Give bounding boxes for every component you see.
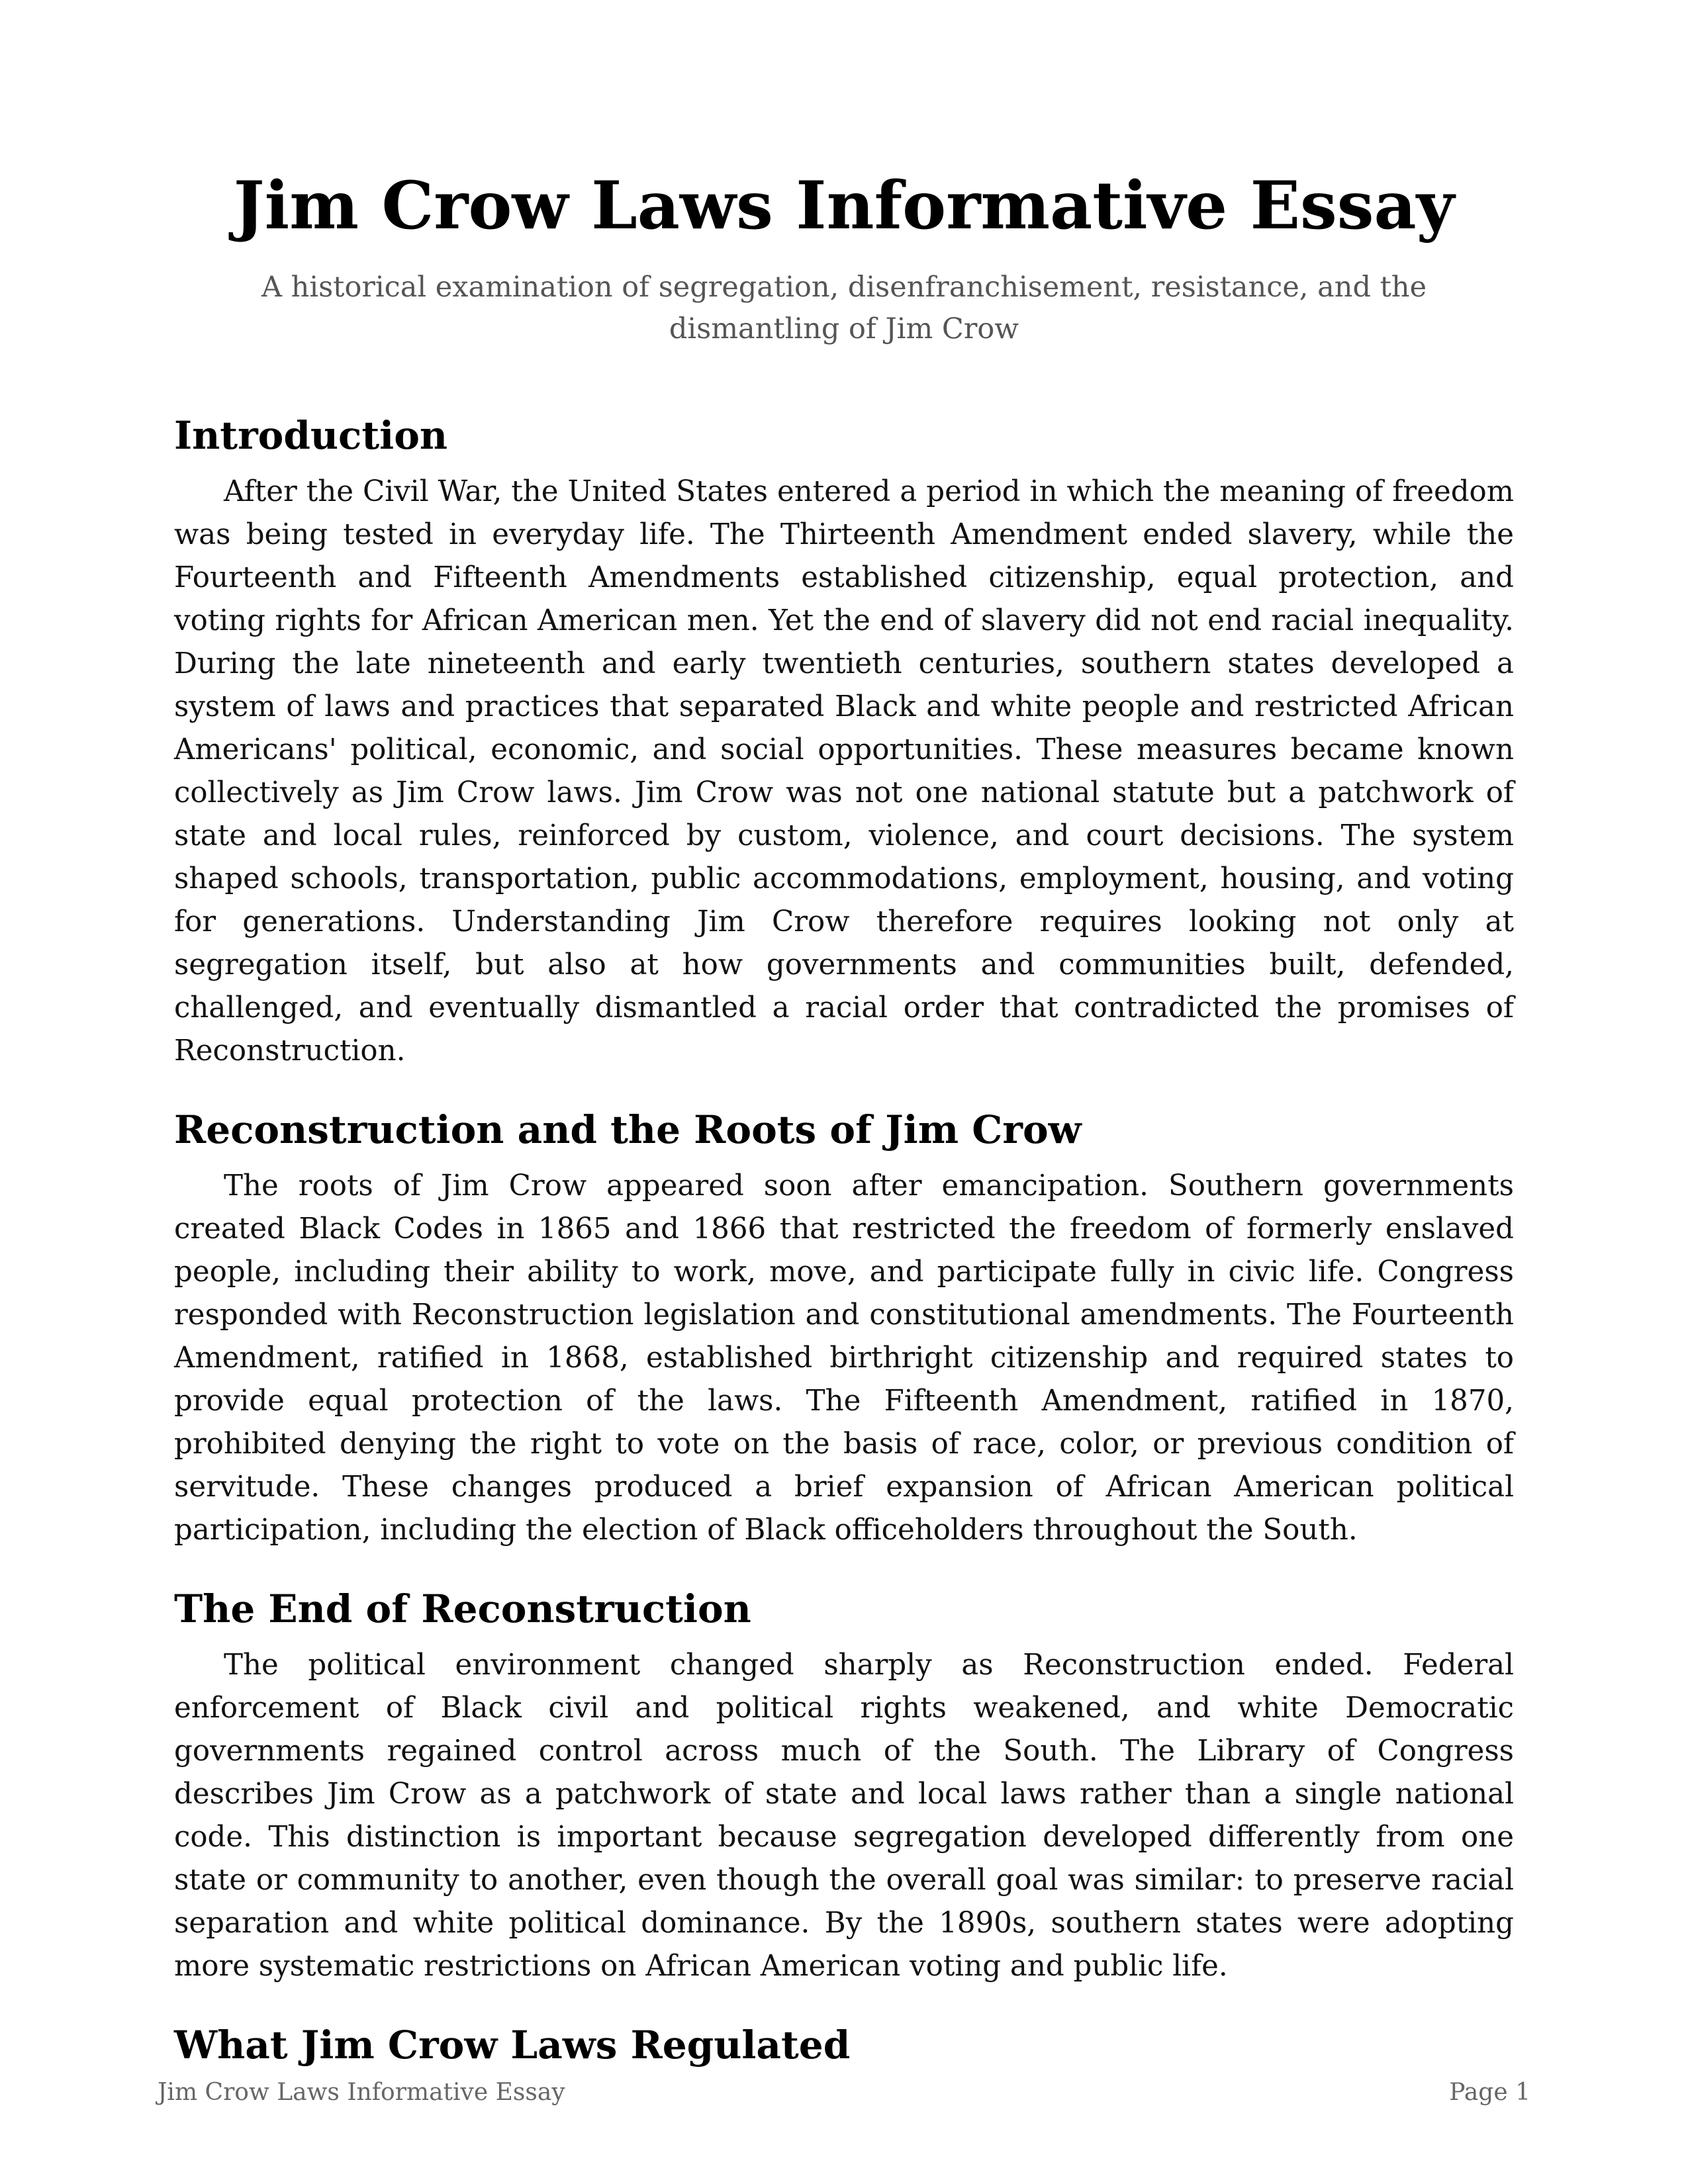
- document-subtitle: A historical examination of segregation, disenfranchisement, resistance, and the dismantling of Jim Crow: [261, 271, 1427, 345]
- footer-document-title: Jim Crow Laws Informative Essay: [158, 2079, 565, 2106]
- section-heading-reconstruction-roots: Reconstruction and the Roots of Jim Crow: [174, 1107, 1082, 1152]
- section-heading-what-jim-crow-regulated: What Jim Crow Laws Regulated: [174, 2023, 851, 2068]
- document-title: Jim Crow Laws Informative Essay: [233, 167, 1455, 244]
- section-paragraph-introduction: After the Civil War, the United States entered a period in which the meaning of freedom was being tested in everyday life. The Thirteenth Amendment ended slavery, while the Fourteenth and Fifteenth Amendments established citizenship, equal protection, and voting rights for African American men. Yet the end of slavery did not end racial inequality. During the late nineteenth and early twentieth centuries, southern states developed a system of laws and practices that separated Black and white people and restricted African Americans' political, economic, and social opportunities. These measures became known collectively as Jim Crow laws. Jim Crow was not one national statute but a patchwork of state and local rules, reinforced by custom, violence, and court decisions. The system shaped schools, transportation, public accommodations, employment, housing, and voting for generations. Understanding Jim Crow therefore requires looking not only at segregation itself, but also at how governments and communities built, defended, challenged, and eventually dismantled a racial order that contradicted the promises of Reconstruction.: [174, 475, 1514, 1068]
- section-heading-end-of-reconstruction: The End of Reconstruction: [174, 1586, 751, 1631]
- section-heading-introduction: Introduction: [174, 413, 448, 458]
- footer-page-number: Page 1: [1449, 2079, 1530, 2106]
- section-paragraph-reconstruction-roots: The roots of Jim Crow appeared soon after emancipation. Southern governments created Black Codes in 1865 and 1866 that restricted the freedom of formerly enslaved people, including their ability to work, move, and participate fully in civic life. Congress responded with Reconstruction legislation and constitutional amendments. The Fourteenth Amendment, ratified in 1868, established birthright citizenship and required states to provide equal protection of the laws. The Fifteenth Amendment, ratified in 1870, prohibited denying the right to vote on the basis of race, color, or previous condition of servitude. These changes produced a brief expansion of African American political participation, including the election of Black officeholders throughout the South.: [174, 1169, 1514, 1547]
- document-content: [174, 162, 1514, 2071]
- section-paragraph-end-of-reconstruction: The political environment changed sharply as Reconstruction ended. Federal enforcement of Black civil and political rights weakened, and white Democratic governments regained control across much of the South. The Library of Congress describes Jim Crow as a patchwork of state and local laws rather than a single national code. This distinction is important because segregation developed differently from one state or community to another, even though the overall goal was similar: to preserve racial separation and white political dominance. By the 1890s, southern states were adopting more systematic restrictions on African American voting and public life.: [174, 1649, 1514, 1983]
